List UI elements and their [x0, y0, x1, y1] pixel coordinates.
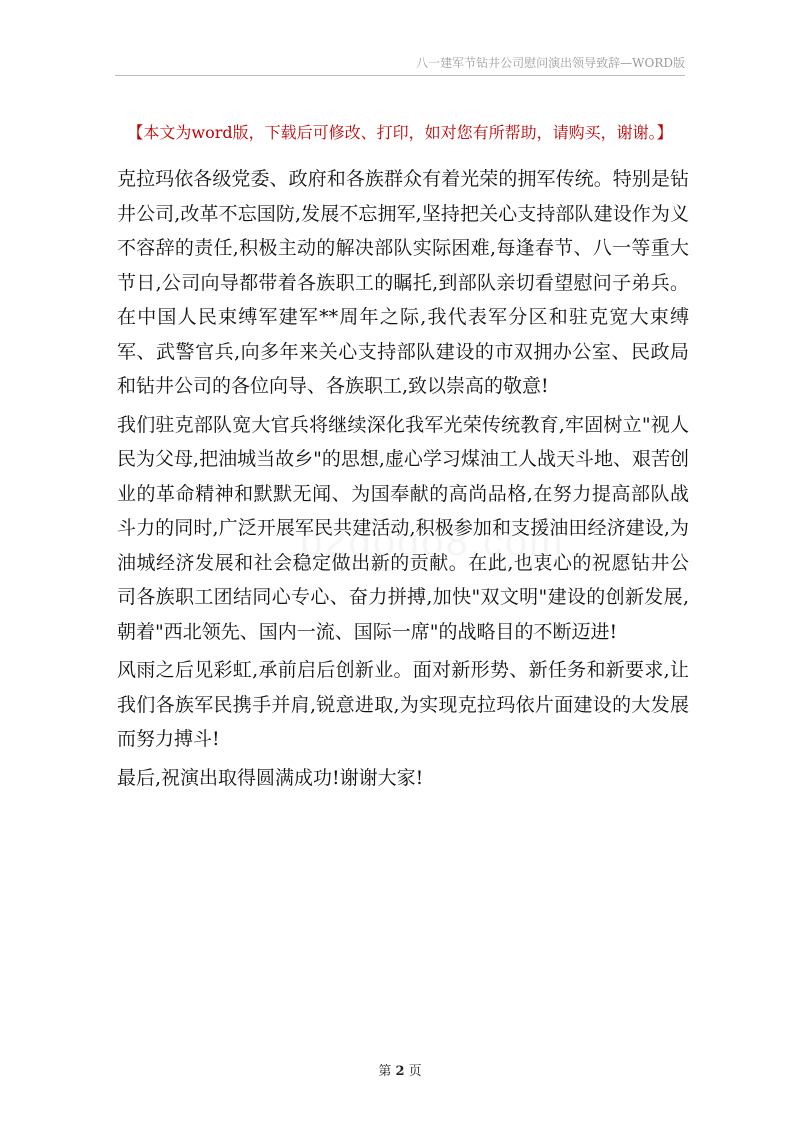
download-notice: 【本文为word版，下载后可修改、打印，如对您有所帮助，请购买，谢谢。】: [127, 123, 673, 142]
page-prefix: 第: [378, 1064, 392, 1079]
page-footer: [0, 1060, 800, 1079]
page-number: 2: [395, 1064, 405, 1079]
paragraph-1: 克拉玛依各级党委、政府和各族群众有着光荣的拥军传统。特别是钻井公司,改革不忘国防,发展不忘拥军,坚持把关心支持部队建设作为义不容辞的责任,积极主动的解决部队实际困难,每逢春节、八一等重大节日,公司向导都带着各族职工的瞩托,到部队亲切看望慰问子弟兵。在中国人民束缚军建军**周年之际,我代表军分区和驻克宽大束缚军、武警官兵,向多年来关心支持部队建设的市双拥办公室、民政局和钻井公司的各位向导、各族职工,致以崇高的敬意!: [117, 168, 689, 397]
page-suffix: 页: [408, 1064, 422, 1079]
paragraph-3: 风雨之后见彩虹,承前启后创新业。面对新形势、新任务和新要求,让我们各族军民携手并肩,锐意进取,为实现克拉玛依片面建设的大发展而努力搏斗!: [117, 659, 689, 750]
document-body: [117, 162, 689, 799]
paragraph-4: 最后,祝演出取得圆满成功!谢谢大家!: [117, 766, 424, 789]
page-header: 八一建军节钻井公司慰问演出领导致辞—WORD版: [115, 54, 685, 76]
paragraph-2: 我们驻克部队宽大官兵将继续深化我军光荣传统教育,牢固树立"视人民为父母,把油城当故乡"的思想,虚心学习煤油工人战天斗地、艰苦创业的革命精神和默默无闻、为国奉献的高尚品格,在努力提高部队战斗力的同时,广泛开展军民共建活动,积极参加和支援油田经济建设,为油城经济发展和社会稳定做出新的贡献。在此,也衷心的祝愿钻井公司各族职工团结同心专心、奋力拼搏,加快"双文明"建设的创新发展,朝着"西北领先、国内一流、国际一席"的战略目的不断迈进!: [117, 413, 689, 643]
